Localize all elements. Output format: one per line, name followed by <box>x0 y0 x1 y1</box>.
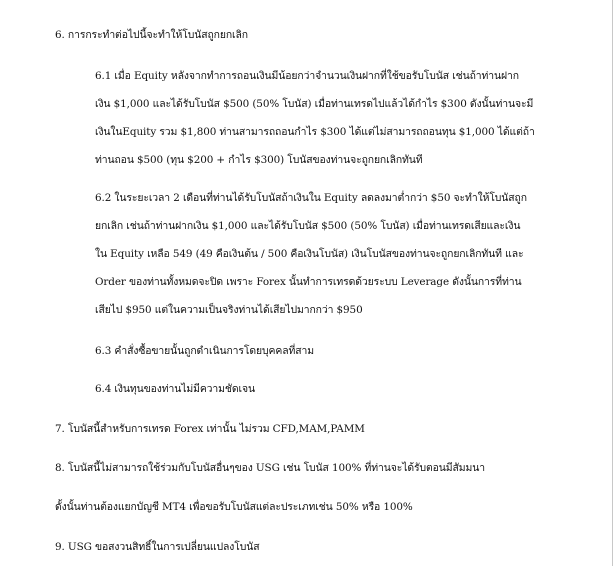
item-6-2-line-1: 6.2 ในระยะเวลา 2 เดือนที่ท่านได้รับโบนัสถ้าเงินใน Equity ลดลงมาต่ำกว่า $50 จะทำให้โบนัสถูก <box>95 192 527 204</box>
section-6-heading: 6. การกระทำต่อไปนี้จะทำให้โบนัสถูกยกเลิก <box>55 29 248 41</box>
section-7: 7. โบนัสนี้สำหรับการเทรด Forex เท่านั้น ไม่รวม CFD,MAM,PAMM <box>55 423 365 435</box>
section-8-line-1: 8. โบนัสนี้ไม่สามารถใช้ร่วมกับโบนัสอื่นๆของ USG เช่น โบนัส 100% ที่ท่านจะได้รับตอนมีสัมมนา <box>55 462 485 474</box>
item-6-1-line-1: 6.1 เมื่อ Equity หลังจากทำการถอนเงินมีน้อยกว่าจำนวนเงินฝากที่ใช้ขอรับโบนัส เช่นถ้าท่านฝาก <box>95 70 519 82</box>
item-6-2-line-4: Order ของท่านทั้งหมดจะปิด เพราะ Forex นั้นทำการเทรดด้วยระบบ Leverage ดังนั้นการที่ท่าน <box>95 276 522 288</box>
item-6-1-line-3: เงินในEquity รวม $1,800 ท่านสามารถถอนกำไร $300 ได้แต่ไม่สามารถถอนทุน $1,000 ได้แต่ถ้า <box>95 126 535 138</box>
item-6-1-line-4: ท่านถอน $500 (ทุน $200 + กำไร $300) โบนัสของท่านจะถูกยกเลิกทันที <box>95 154 423 166</box>
item-6-2-line-3: ใน Equity เหลือ 549 (49 คือเงินต้น / 500 คือเงินโบนัส) เงินโบนัสของท่านจะถูกยกเลิกทันที และ <box>95 248 524 260</box>
item-6-1-line-2: เงิน $1,000 และได้รับโบนัส $500 (50% โบนัส) เมื่อท่านเทรดไปแล้วได้กำไร $300 ดังนั้นท่านจะมี <box>95 98 534 110</box>
item-6-3: 6.3 คำสั่งซื้อขายนั้นถูกดำเนินการโดยบุคคลที่สาม <box>95 345 314 357</box>
section-8-line-2: ดั้งนั้นท่านต้องแยกบัญชี MT4 เพื่อขอรับโบนัสแต่ละประเภทเช่น 50% หรือ 100% <box>55 501 413 513</box>
section-9: 9. USG ขอสงวนสิทธิ์ในการเปลี่ยนแปลงโบนัส <box>55 541 260 553</box>
item-6-2-line-2: ยกเลิก เช่นถ้าท่านฝากเงิน $1,000 และได้รับโบนัส $500 (50% โบนัส) เมื่อท่านเทรดเสียและเงิน <box>95 220 521 232</box>
item-6-2-line-5: เสียไป $950 แต่ในความเป็นจริงท่านได้เสียไปมากกว่า $950 <box>95 304 363 316</box>
item-6-4: 6.4 เงินทุนของท่านไม่มีความชัดเจน <box>95 383 255 395</box>
